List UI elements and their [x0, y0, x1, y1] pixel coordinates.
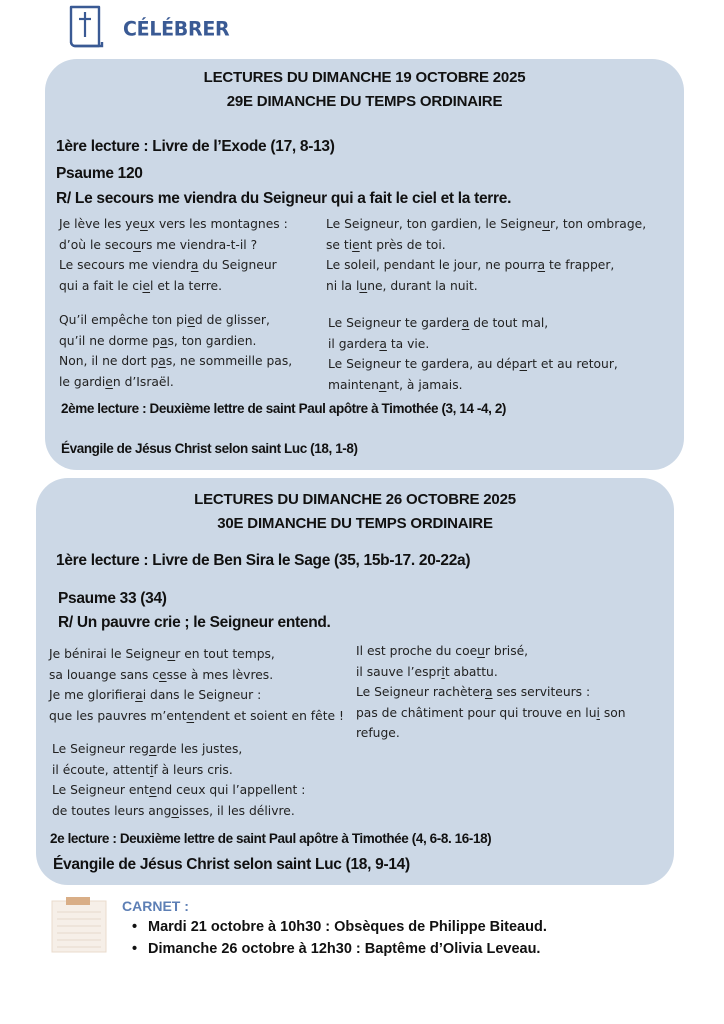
- accented-syllable: a: [461, 316, 470, 330]
- text-segment: il sauve l’espr: [356, 664, 442, 679]
- psalm-line: [52, 780, 305, 801]
- text-segment: mainten: [328, 377, 379, 392]
- readings-title: LECTURES DU DIMANCHE 26 OCTOBRE 2025: [194, 491, 516, 508]
- readings-subtitle: 30E DIMANCHE DU TEMPS ORDINAIRE: [217, 515, 493, 532]
- accented-syllable: a: [519, 357, 528, 371]
- bullet: •: [132, 919, 138, 935]
- text-segment: Non, il ne dort p: [59, 354, 159, 368]
- text-segment: que les pauvres m’ent: [49, 708, 187, 723]
- text-segment: isses, il les délivre.: [178, 803, 295, 818]
- psalm-line: [49, 644, 344, 665]
- text-segment: qu’il ne dorme p: [59, 333, 160, 348]
- section-title: CÉLÉBRER: [123, 17, 230, 41]
- text-segment: nd ceux qui l’appellent :: [156, 783, 306, 797]
- accented-syllable: a: [135, 688, 143, 702]
- psalm-line: [52, 801, 305, 822]
- psalm-stanza: [326, 214, 646, 296]
- text-segment: ne, durant la nuit.: [367, 278, 478, 293]
- bible-cross-icon: [68, 4, 104, 52]
- psalm-stanza: [356, 641, 626, 744]
- accented-syllable: e: [159, 667, 167, 682]
- text-segment: ni la l: [326, 278, 360, 293]
- text-segment: Le secours me viendr: [59, 258, 191, 272]
- psalm-stanza: [59, 214, 288, 296]
- accented-syllable: e: [105, 374, 113, 389]
- text-segment: Il est proche du coe: [356, 644, 478, 658]
- psalm-line: [59, 214, 288, 235]
- accented-syllable: a: [379, 336, 387, 351]
- psalm-line: [356, 641, 626, 662]
- psalm-refrain: R/ Le secours me viendra du Seigneur qui a fait le ciel et la terre.: [56, 190, 512, 207]
- accented-syllable: i: [441, 664, 445, 679]
- text-segment: Le Seigneur te gardera, au dép: [328, 357, 520, 371]
- text-segment: rde les justes,: [156, 742, 243, 756]
- text-segment: Le Seigneur rachèter: [356, 685, 485, 699]
- text-segment: f à leurs cris.: [153, 762, 233, 777]
- text-segment: s, ne sommeille pas,: [165, 354, 293, 368]
- text-segment: rt et au retour,: [527, 357, 618, 371]
- accented-syllable: e: [352, 237, 360, 252]
- accented-syllable: e: [142, 278, 151, 293]
- second-reading: 2ème lecture : Deuxième lettre de saint Paul apôtre à Timothée (3, 14 -4, 2): [61, 401, 507, 416]
- text-segment: de toutes leurs ang: [52, 803, 172, 818]
- carnet-item: [130, 916, 547, 938]
- accented-syllable: e: [187, 313, 195, 327]
- text-segment: de tout mal,: [469, 316, 549, 330]
- psalm-line: [49, 706, 344, 727]
- text-segment: d’où le seco: [59, 237, 134, 252]
- psalm-line: [328, 313, 618, 334]
- psalm-line: [328, 354, 618, 375]
- accented-syllable: a: [484, 685, 493, 699]
- carnet-item: [130, 938, 547, 960]
- text-segment: Le Seigneur te garder: [328, 316, 462, 330]
- psalm-line: [49, 685, 344, 706]
- text-segment: Le Seigneur ent: [52, 783, 149, 797]
- psalm-line: [59, 310, 292, 331]
- psalm-line: [52, 760, 305, 781]
- psalm-line: [356, 662, 626, 683]
- accented-syllable: a: [537, 258, 546, 272]
- text-segment: il écoute, attent: [52, 762, 150, 777]
- psalm-line: [59, 276, 288, 297]
- psalm-title: Psaume 120: [56, 165, 143, 182]
- psalm-line: [59, 235, 288, 256]
- first-reading: 1ère lecture : Livre de l’Exode (17, 8-13): [56, 138, 335, 155]
- text-segment: nt près de toi.: [359, 237, 446, 252]
- carnet-item-text: Dimanche 26 octobre à 12h30 : Baptême d’Olivia Leveau.: [148, 941, 541, 957]
- accented-syllable: u: [133, 237, 141, 252]
- accented-syllable: a: [378, 377, 387, 392]
- text-segment: qui a fait le ci: [59, 278, 143, 293]
- text-segment: il garder: [328, 336, 380, 351]
- psalm-line: [59, 255, 288, 276]
- text-segment: refuge.: [356, 726, 400, 740]
- psalm-line: [328, 334, 618, 355]
- text-segment: son: [599, 705, 626, 720]
- readings-title: LECTURES DU DIMANCHE 19 OCTOBRE 2025: [203, 69, 526, 86]
- accented-syllable: u: [167, 647, 176, 661]
- readings-box-sunday-26: [36, 478, 674, 885]
- psalm-line: [59, 331, 292, 352]
- text-segment: nt, à jamais.: [386, 377, 463, 392]
- readings-box-sunday-19: [45, 59, 684, 470]
- psalm-stanza: [59, 310, 292, 392]
- psalm-line: [326, 276, 646, 297]
- psalm-title: Psaume 33 (34): [58, 590, 167, 607]
- psalm-line: [356, 723, 626, 744]
- carnet-list: [130, 916, 547, 960]
- accented-syllable: a: [148, 742, 157, 756]
- bullet: •: [132, 941, 138, 957]
- first-reading: 1ère lecture : Livre de Ben Sira le Sage (35, 15b-17. 20-22a): [56, 552, 471, 569]
- text-segment: ses serviteurs :: [492, 685, 591, 699]
- accented-syllable: i: [596, 705, 600, 720]
- psalm-line: [326, 214, 646, 235]
- text-segment: s, ton gardien.: [167, 333, 257, 348]
- psalm-stanza: [49, 644, 344, 726]
- second-reading: 2e lecture : Deuxième lettre de saint Paul apôtre à Timothée (4, 6-8. 16-18): [50, 831, 492, 846]
- psalm-stanza: [328, 313, 618, 395]
- text-segment: r en tout temps,: [175, 647, 275, 661]
- notepad-icon: [50, 896, 108, 954]
- accented-syllable: a: [158, 354, 166, 368]
- gospel: Évangile de Jésus Christ selon saint Luc (18, 1-8): [61, 441, 358, 456]
- readings-subtitle: 29E DIMANCHE DU TEMPS ORDINAIRE: [226, 93, 503, 110]
- text-segment: Je lève les ye: [59, 217, 140, 231]
- text-segment: n d’Israël.: [112, 374, 174, 389]
- carnet-label: CARNET :: [122, 898, 189, 914]
- text-segment: sse à mes lèvres.: [166, 667, 274, 682]
- psalm-line: [59, 351, 292, 372]
- text-segment: ndent et soient en fête !: [194, 708, 344, 723]
- text-segment: Je bénirai le Seigne: [49, 647, 168, 661]
- psalm-line: [59, 372, 292, 393]
- text-segment: sa louange sans c: [49, 667, 160, 682]
- text-segment: i dans le Seigneur :: [142, 688, 262, 702]
- accented-syllable: u: [359, 278, 368, 293]
- text-segment: Le Seigneur reg: [52, 742, 149, 756]
- accented-syllable: u: [139, 217, 148, 231]
- accented-syllable: a: [159, 333, 168, 348]
- text-segment: Le soleil, pendant le jour, ne pourr: [326, 258, 538, 272]
- text-segment: Le Seigneur, ton gardien, le Seigne: [326, 217, 543, 231]
- carnet-item-text: Mardi 21 octobre à 10h30 : Obsèques de Philippe Biteaud.: [148, 919, 547, 935]
- accented-syllable: i: [149, 762, 154, 777]
- gospel: Évangile de Jésus Christ selon saint Luc (18, 9-14): [53, 856, 410, 873]
- psalm-line: [326, 255, 646, 276]
- text-segment: Qu’il empêche ton pi: [59, 313, 188, 327]
- text-segment: se ti: [326, 237, 353, 252]
- psalm-line: [328, 375, 618, 396]
- accented-syllable: a: [190, 258, 199, 272]
- text-segment: t abattu.: [444, 664, 498, 679]
- accented-syllable: e: [149, 783, 157, 797]
- text-segment: r brisé,: [484, 644, 529, 658]
- text-segment: rs me viendra-t-il ?: [140, 237, 258, 252]
- text-segment: te frapper,: [545, 258, 615, 272]
- text-segment: l et la terre.: [150, 278, 222, 293]
- text-segment: Je me glorifier: [49, 688, 136, 702]
- accented-syllable: e: [186, 708, 195, 723]
- text-segment: d de glisser,: [194, 313, 270, 327]
- psalm-stanza: [52, 739, 305, 821]
- psalm-line: [326, 235, 646, 256]
- accented-syllable: u: [477, 644, 485, 658]
- psalm-line: [356, 703, 626, 724]
- text-segment: pas de châtiment pour qui trouve en lu: [356, 705, 597, 720]
- psalm-line: [49, 665, 344, 686]
- accented-syllable: o: [171, 803, 179, 818]
- psalm-line: [356, 682, 626, 703]
- text-segment: du Seigneur: [198, 258, 277, 272]
- accented-syllable: u: [542, 217, 550, 231]
- text-segment: le gardi: [59, 374, 106, 389]
- text-segment: r, ton ombrage,: [550, 217, 647, 231]
- text-segment: ta vie.: [386, 336, 430, 351]
- psalm-line: [52, 739, 305, 760]
- psalm-refrain: R/ Un pauvre crie ; le Seigneur entend.: [58, 614, 331, 631]
- text-segment: x vers les montagnes :: [147, 217, 288, 231]
